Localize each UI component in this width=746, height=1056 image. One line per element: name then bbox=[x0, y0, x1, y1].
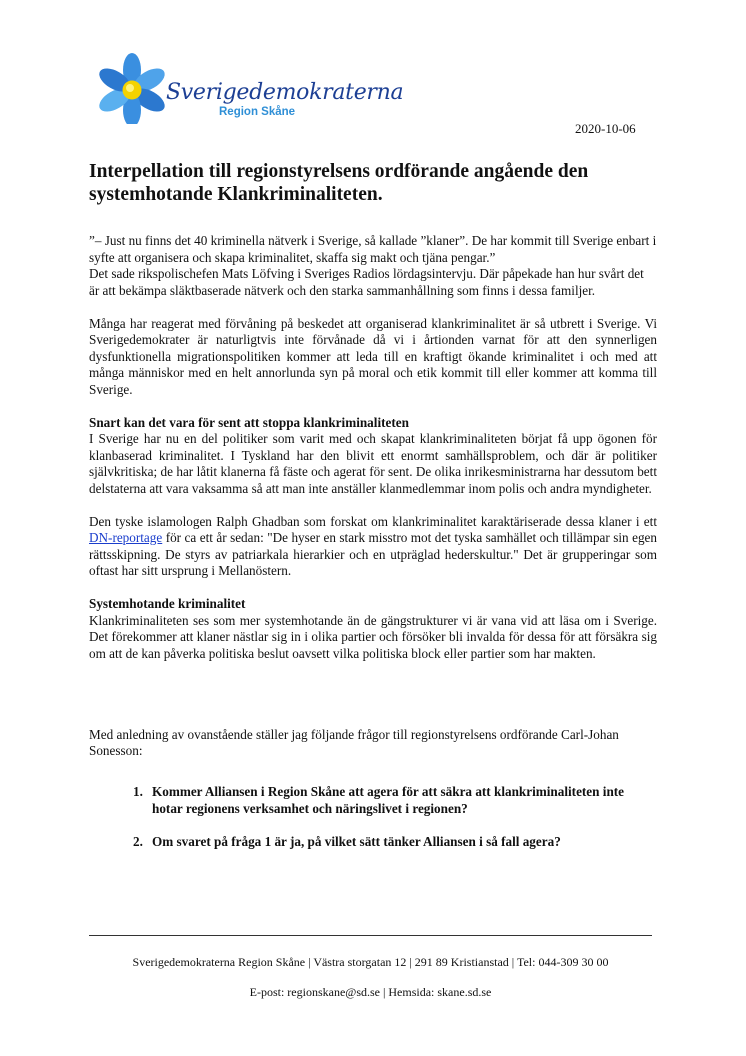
question-list bbox=[89, 784, 657, 850]
question-text: Om svaret på fråga 1 är ja, på vilket sätt tänker Alliansen i så fall agera? bbox=[152, 833, 561, 849]
document-date: 2020-10-06 bbox=[575, 121, 636, 136]
logo-title: Sverigedemokraterna bbox=[166, 80, 404, 105]
paragraph-text: för ca ett år sedan: "De hyser en stark misstro mot det tyska samhället och tillämpar sin egen rättsskipning. De styrs av patriarkala hierarkier och en utpräglad hederskultur." Det är grupperingar som oftast har sitt ursprung i Mellanöstern. bbox=[89, 530, 657, 578]
paragraph: I Sverige har nu en del politiker som varit med och skapat klankriminaliteten börjat få upp ögonen för klanbaserad kriminalitet. I Tyskland har den blivit ett enormt samhällsproblem, och där är politiker självkritiska; de har låtit klanerna få fäste och agerat för sent. De olika inrikesministrarna har dessutom bett delstaterna att vara vaksamma så att man inte anställer klanmedlemmar inom polis och andra myndigheter. bbox=[89, 431, 657, 496]
paragraph-quote: ”– Just nu finns det 40 kriminella nätverk i Sverige, så kallade ”klaner”. De har kommit till Sverige enbart i syfte att organisera och skapa kriminalitet, skaffa sig makt och tjäna pengar.” bbox=[89, 233, 657, 265]
question-number: 1. bbox=[133, 784, 143, 799]
footer-contact: E-post: regionskane@sd.se | Hemsida: skane.sd.se bbox=[249, 985, 492, 999]
document-body bbox=[89, 233, 657, 850]
question-item bbox=[89, 834, 657, 851]
paragraph: Många har reagerat med förvåning på beskedet att organiserad klankriminalitet är så utbrett i Sverige. Vi Sverigedemokrater är naturligtvis inte förvånade då vi i årtionden varnat för att den synnerligen dysfunktionella migrationspolitiken kommer att leda till en kraftigt ökande kriminalitet i och med att många människor med en helt annorlunda syn på moral och etik kommit till eller kommer att komma till Sverige. bbox=[89, 315, 657, 397]
paragraph: Det sade rikspolischefen Mats Löfving i Sveriges Radios lördagsintervju. Där påpekade han hur svårt det är att bekämpa släktbaserade nätverk och den starka sammanhållning som finns i dessa familjer. bbox=[89, 266, 644, 298]
flower-icon bbox=[92, 52, 172, 124]
document-title: Interpellation till regionstyrelsens ordförande angående den systemhotande Klankriminaliteten. bbox=[89, 161, 589, 205]
question-number: 2. bbox=[133, 833, 143, 849]
footer-address: Sverigedemokraterna Region Skåne | Västra storgatan 12 | 291 89 Kristianstad | Tel: 044-309 30 00 bbox=[132, 955, 609, 969]
paragraph-with-link bbox=[89, 514, 657, 580]
paragraph: Klankriminaliteten ses som mer systemhotande än de gängstrukturer vi är vana vid att läsa om i Sverige. Det förekommer att klaner nästlar sig in i olika partier och försöker bli invalda för dessa för att försäkra sig om att de kan påverka politiska beslut oavsett vilka politiska block eller partier som har makten. bbox=[89, 612, 657, 661]
footer-divider bbox=[89, 935, 652, 936]
section-heading: Systemhotande kriminalitet bbox=[89, 596, 246, 611]
section-heading: Snart kan det vara för sent att stoppa klankriminaliteten bbox=[89, 414, 409, 430]
paragraph-text: Den tyske islamologen Ralph Ghadban som forskat om klankriminalitet karaktäriserade dessa klaner i ett bbox=[89, 513, 657, 529]
dn-reportage-link[interactable]: DN-reportage bbox=[89, 530, 163, 545]
logo-subtitle: Region Skåne bbox=[219, 106, 296, 118]
question-item bbox=[89, 784, 657, 817]
paragraph: Med anledning av ovanstående ställer jag följande frågor till regionstyrelsens ordförande Carl-Johan Sonesson: bbox=[89, 726, 619, 758]
question-text: Kommer Alliansen i Region Skåne att agera för att säkra att klankriminaliteten inte hotar regionens verksamhet och näringslivet i regionen? bbox=[152, 784, 625, 816]
